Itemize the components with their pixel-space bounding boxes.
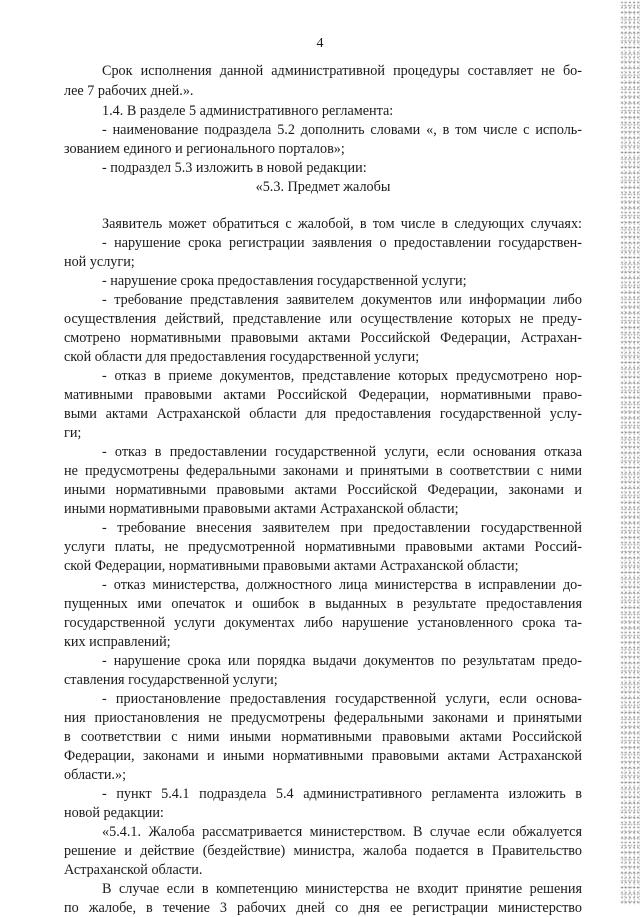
text-line: лее 7 рабочих дней.». [64, 83, 194, 99]
text-line: - пункт 5.4.1 подраздела 5.4 административного регламента изложить в [102, 786, 582, 802]
text-line: «5.4.1. Жалоба рассматривается министерством. В случае если обжалуется [102, 824, 582, 840]
text-line: по жалобе, в течение 3 рабочих дней со дня ее регистрации министерство [64, 900, 582, 916]
text-line: - наименование подраздела 5.2 дополнить словами «, в том числе с исполь- [102, 122, 582, 138]
text-line: ставления государственной услуги; [64, 672, 278, 688]
text-line: - подраздел 5.3 изложить в новой редакции: [102, 160, 367, 176]
text-line: в соответствии с ними иными нормативными правовыми актами Российской [64, 729, 582, 745]
text-line: осуществления действий, представление или осуществление которых не преду- [64, 311, 582, 327]
text-line: Срок исполнения данной административной процедуры составляет не бо- [102, 63, 582, 79]
text-line: пущенных ими опечаток и ошибок в выданных в результате предоставления [64, 596, 582, 612]
text-line: ких исправлений; [64, 634, 171, 650]
text-line: ной услуги; [64, 254, 135, 270]
text-line: иными нормативными правовыми актами Российской Федерации, законами и [64, 482, 582, 498]
text-line: - требование внесения заявителем при предоставлении государственной [102, 520, 582, 536]
text-line: - требование представления заявителем документов или информации либо [102, 292, 582, 308]
text-line: не предусмотрены федеральными законами и принятыми в соответствии с ними [64, 463, 582, 479]
text-line: иными нормативными правовыми актами Астраханской области; [64, 501, 459, 517]
text-line: ги; [64, 425, 82, 441]
text-line: ской Федерации, нормативными правовыми актами Астраханской области; [64, 558, 519, 574]
page-number: 4 [316, 36, 324, 51]
text-line: 1.4. В разделе 5 административного регламента: [102, 103, 394, 119]
text-line: Заявитель может обратиться с жалобой, в том числе в следующих случаях: [102, 216, 582, 232]
text-line: - нарушение срока или порядка выдачи документов по результатам предо- [102, 653, 582, 669]
text-line: - отказ в предоставлении государственной услуги, если основания отказа [102, 444, 582, 460]
text-line: «5.3. Предмет жалобы [255, 179, 391, 195]
text-line: решение и действие (бездействие) министра, жалоба подается в Правительство [64, 843, 582, 859]
scan-edge-artifact [620, 0, 640, 905]
text-line: области.»; [64, 767, 127, 783]
text-line: мативными правовыми актами Российской Федерации, нормативными право- [64, 387, 582, 403]
text-line: услуги платы, не предусмотренной нормативными правовыми актами Россий- [64, 539, 582, 555]
text-line: государственной услуги документах либо нарушение установленного срока та- [64, 615, 582, 631]
text-line: ской области для предоставления государственной услуги; [64, 349, 420, 365]
text-line: новой редакции: [64, 805, 164, 821]
text-line: - отказ министерства, должностного лица министерства в исправлении до- [102, 577, 582, 593]
text-line: выми актами Астраханской области для предоставления государственной услу- [64, 406, 582, 422]
text-line: - приостановление предоставления государственной услуги, если основа- [102, 691, 582, 707]
text-line: Федерации, законами и иными нормативными правовыми актами Астраханской [64, 748, 582, 764]
text-line: - нарушение срока регистрации заявления о предоставлении государствен- [102, 235, 582, 251]
text-line: - отказ в приеме документов, представление которых предусмотрено нор- [102, 368, 582, 384]
text-line: смотрено нормативными правовыми актами Российской Федерации, Астрахан- [64, 330, 582, 346]
text-line: В случае если в компетенцию министерства не входит принятие решения [102, 881, 582, 897]
text-line: Астраханской области. [64, 862, 203, 878]
text-line: - нарушение срока предоставления государственной услуги; [102, 273, 467, 289]
text-line: зованием единого и регионального порталов»; [64, 141, 345, 157]
text-line: ния приостановления не предусмотрены федеральными законами и принятыми [64, 710, 582, 726]
